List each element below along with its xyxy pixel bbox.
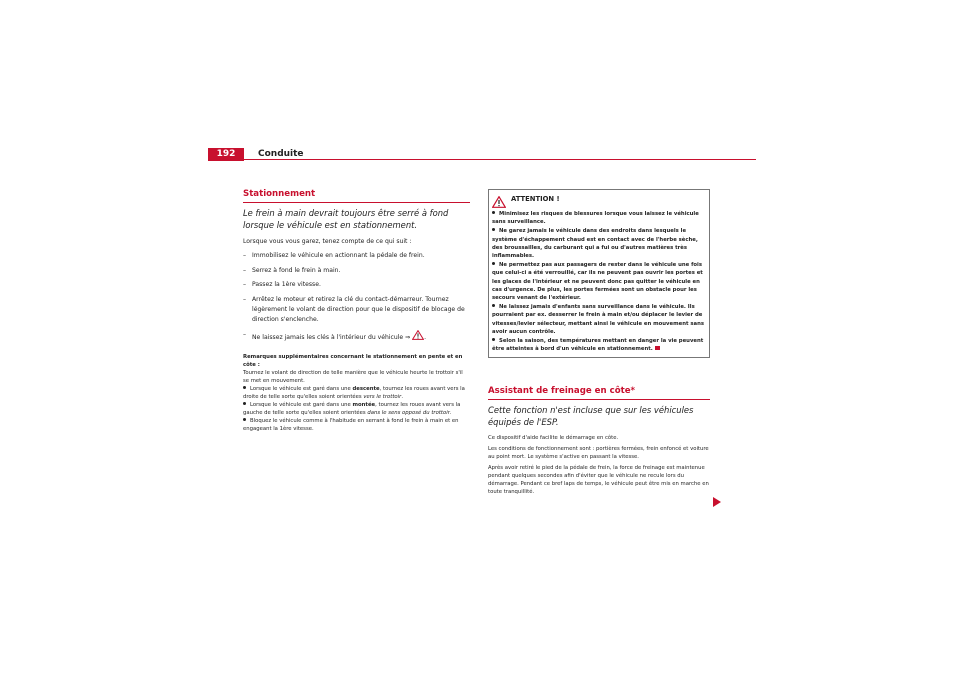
running-title: Conduite [258,149,304,159]
remarks-title: Remarques supplémentaires concernant le stationnement en pente et en côte : [243,354,463,369]
next-page-arrow-icon[interactable] [713,492,721,511]
attention-item: Ne permettez pas aux passagers de rester dans le véhicule une fois que celui-ci a été verrouillé, car ils ne peuvent pas ouvrir les portes et les glaces de l'intérieur et ne peuvent donc pas quitter le véhicule en cas d'urgence. De plus, les portes fermées sont un obstacle pour les secours venant de l'extérieur. [492,262,703,302]
paragraph: Les conditions de fonctionnement sont : portières fermées, frein enfoncé et voiture au point mort. Le système s'active en passant la vitesse. [488,446,709,460]
step-item: – Passez la 1ère vitesse. [243,281,321,289]
section-intro: Lorsque vous vous garez, tenez compte de ce qui suit : [243,238,412,245]
section-lead: Cette fonction n'est incluse que sur les véhicules équipés de l'ESP. [488,405,694,427]
section-title-stationnement: Stationnement [243,189,470,203]
remarks-intro: Tournez le volant de direction de telle manière que le véhicule heurte le trottoir s'il se met en mouvement. [243,370,463,385]
bullet-icon [492,338,495,341]
paragraph: Après avoir retiré le pied de la pédale de frein, la force de freinage est maintenue pendant quelques secondes afin d'éviter que le véhicule ne recule lors du démarrage. Pendant ce bref laps de temps, le véhicule peut être mis en marche en toute tranquillité. [488,465,709,495]
attention-item: Selon la saison, des températures mettant en danger la vie peuvent être atteintes à bord d'un véhicule en stationnement. [492,338,704,353]
remark-item: Bloquez le véhicule comme à l'habitude en serrant à fond le frein à main et en engageant la 1ère vitesse. [243,418,459,433]
step-list [243,251,470,344]
remark-item: Lorsque le véhicule est garé dans une montée, tournez les roues avant vers la gauche de telle sorte qu'elles soient orientées dans le sens opposé du trottoir. [243,402,461,417]
remark-item: Lorsque le véhicule est garé dans une descente, tournez les roues avant vers la droite de telle sorte qu'elles soient orientées vers le trottoir. [243,386,465,401]
warning-triangle-icon [492,193,506,212]
paragraph: Ce dispositif d'aide facilite le démarrage en côte. [488,435,619,441]
attention-title: ATTENTION ! [511,195,560,203]
step-item: – Serrez à fond le frein à main. [243,266,341,274]
bullet-icon [492,228,495,231]
bullet-icon [492,304,495,307]
attention-item: Ne garez jamais le véhicule dans des endroits dans lesquels le système d'échappement chaud est en contact avec de l'herbe sèche, des broussailles, du carburant qui a fui ou d'autres matières très inflammables. [492,228,698,260]
warning-triangle-icon[interactable] [412,330,424,344]
step-item: – Immobilisez le véhicule en actionnant la pédale de frein. [243,251,425,259]
end-marker-icon [655,346,660,350]
bullet-icon [243,386,246,389]
header-rule [244,159,756,160]
section-title-assistant: Assistant de freinage en côte* [488,386,710,400]
step-item: – Arrêtez le moteur et retirez la clé du contact-démarreur. Tournez légèrement le volant de direction pour que le dispositif de blocage de direction s'enclenche. [243,296,465,323]
attention-item: Minimisez les risques de blessures lorsque vous laissez le véhicule sans surveillance. [492,211,699,226]
attention-box [488,189,710,358]
hill-hold-section [488,386,710,496]
page-number: 192 [208,148,244,161]
right-column [488,189,710,358]
left-column [243,189,470,433]
bullet-icon [243,418,246,421]
bullet-icon [492,262,495,265]
attention-body [489,208,709,357]
section-lead: Le frein à main devrait toujours être serré à fond lorsque le véhicule est en stationnement. [243,208,449,230]
attention-item: Ne laissez jamais d'enfants sans surveillance dans le véhicule. Ils pourraient par ex. desserrer le frein à main et/ou déplacer le levier de vitesses/levier sélecteur, mettant ainsi le véhicule en mouvement sans avoir aucun contrôle. [492,304,704,335]
step-item: – Ne laissez jamais les clés à l'intérieur du véhicule ⇒ . [243,330,470,344]
bullet-icon [243,402,246,405]
attention-header [489,190,709,208]
